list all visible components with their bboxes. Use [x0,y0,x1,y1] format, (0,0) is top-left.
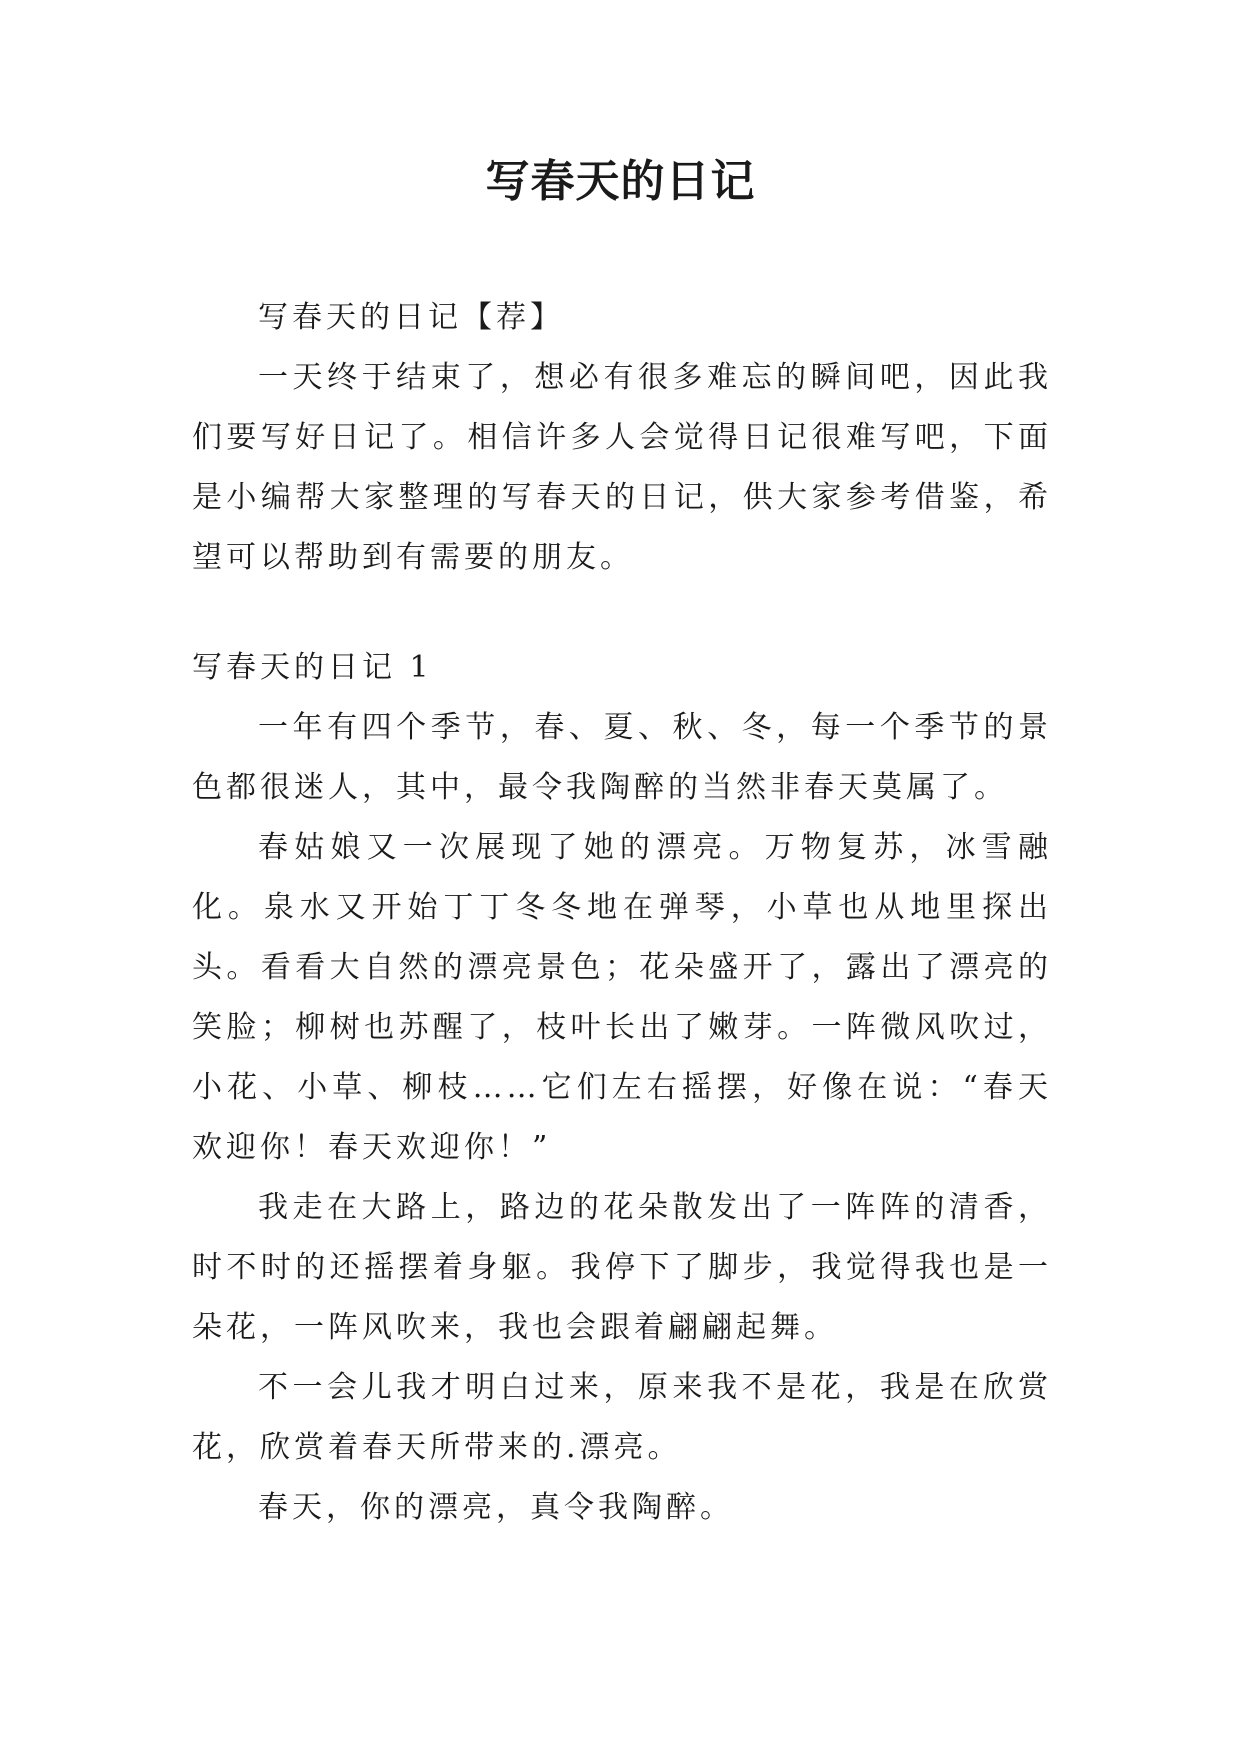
diary-heading: 写春天的日记 1 [192,650,433,685]
diary-paragraph: 春姑娘又一次展现了她的漂亮。万物复苏，冰雪融化。泉水又开始丁丁冬冬地在弹琴，小草也从地里探出头。看看大自然的漂亮景色；花朵盛开了，露出了漂亮的笑脸；柳树也苏醒了，枝叶长出了嫩芽。一阵微风吹过，小花、小草、柳枝……它们左右摇摆，好像在说：“春天欢迎你！春天欢迎你！” [192,830,1052,1165]
intro-heading: 写春天的日记【荐】 [258,300,564,335]
intro-paragraph: 一天终于结束了，想必有很多难忘的瞬间吧，因此我们要写好日记了。相信许多人会觉得日记很难写吧，下面是小编帮大家整理的写春天的日记，供大家参考借鉴，希望可以帮助到有需要的朋友。 [192,360,1052,575]
diary-paragraph: 我走在大路上，路边的花朵散发出了一阵阵的清香，时不时的还摇摆着身躯。我停下了脚步，我觉得我也是一朵花，一阵风吹来，我也会跟着翩翩起舞。 [192,1190,1052,1345]
diary-paragraph: 不一会儿我才明白过来，原来我不是花，我是在欣赏花，欣赏着春天所带来的.漂亮。 [192,1370,1052,1465]
document-title: 写春天的日记 [485,156,756,207]
diary-paragraph: 一年有四个季节，春、夏、秋、冬，每一个季节的景色都很迷人，其中，最令我陶醉的当然非春天莫属了。 [192,710,1052,805]
intro-section [192,288,1052,588]
diary-section [192,638,1052,1538]
diary-paragraph: 春天，你的漂亮，真令我陶醉。 [258,1490,734,1525]
